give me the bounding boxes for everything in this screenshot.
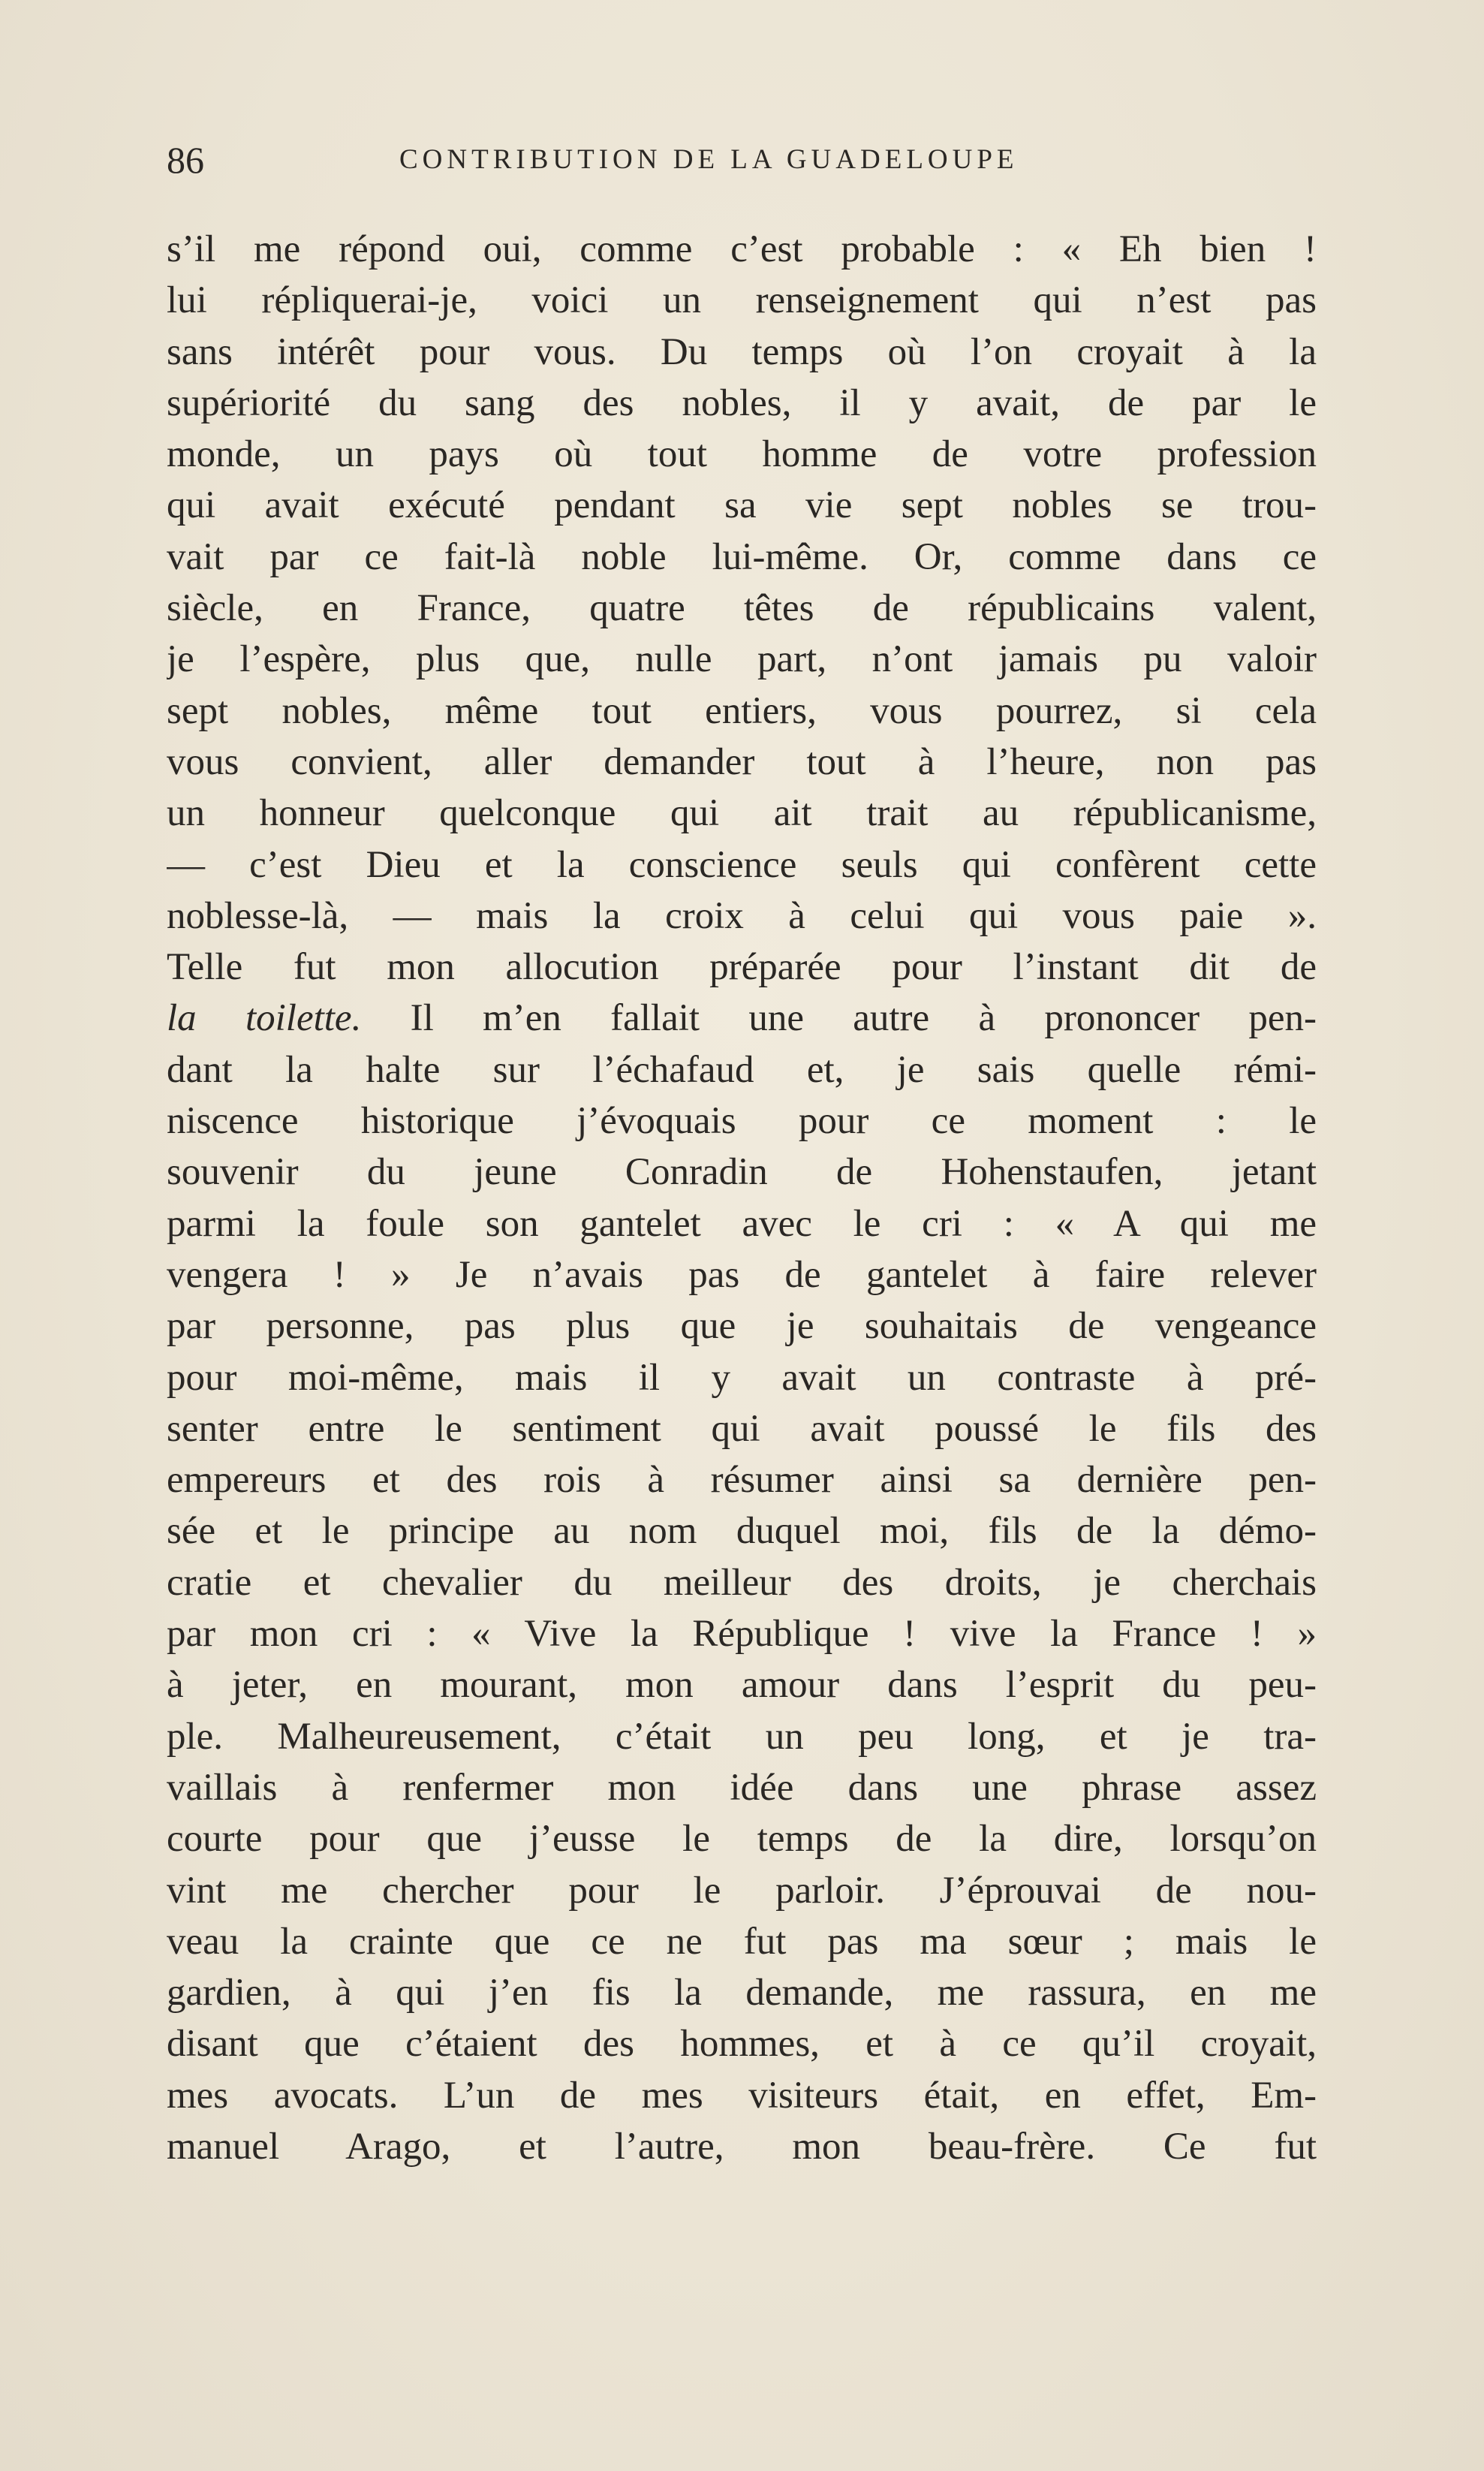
- text-line: empereurs et des rois à résumer ainsi sa dernière pen-: [167, 1459, 1317, 1502]
- text-line: vous convient, aller demander tout à l’heure, non pas: [167, 740, 1317, 783]
- text-line: gardien, à qui j’en fis la demande, me rassura, en me: [167, 1972, 1317, 2014]
- page-number: 86: [167, 139, 204, 181]
- text-line: sept nobles, même tout entiers, vous pourrez, si cela: [167, 689, 1317, 732]
- text-line: manuel Arago, et l’autre, mon beau-frère. Ce fut: [167, 2125, 1317, 2168]
- text-line: disant que c’étaient des hommes, et à ce qu’il croyait,: [167, 2023, 1317, 2066]
- text-line: souvenir du jeune Conradin de Hohenstaufen, jetant: [167, 1151, 1317, 1194]
- text-line: vint me chercher pour le parloir. J’éprouvai de nou-: [167, 1869, 1317, 1912]
- text-line: supériorité du sang des nobles, il y avait, de par le: [167, 381, 1317, 424]
- text-line: par personne, pas plus que je souhaitais de vengeance: [167, 1305, 1317, 1348]
- italic-phrase: la toilette.: [167, 997, 362, 1040]
- text-line: sans intérêt pour vous. Du temps où l’on croyait à la: [167, 330, 1317, 373]
- text-line: vengera ! » Je n’avais pas de gantelet à faire relever: [167, 1253, 1317, 1296]
- text-line-rest: Il m’en fallait une autre à prononcer pen-: [361, 997, 1317, 1040]
- text-line: mes avocats. L’un de mes visiteurs était, en effet, Em-: [167, 2074, 1317, 2117]
- page-header: [167, 134, 1317, 186]
- text-line: un honneur quelconque qui ait trait au républicanisme,: [167, 792, 1317, 835]
- text-line: Telle fut mon allocution préparée pour l’instant dit de: [167, 946, 1317, 989]
- text-line: sée et le principe au nom duquel moi, fils de la démo-: [167, 1510, 1317, 1553]
- text-line: pour moi-même, mais il y avait un contraste à pré-: [167, 1356, 1317, 1399]
- running-title: CONTRIBUTION DE LA GUADELOUPE: [399, 144, 1019, 175]
- text-line: vait par ce fait-là noble lui-même. Or, comme dans ce: [167, 535, 1317, 578]
- text-line: courte pour que j’eusse le temps de la dire, lorsqu’on: [167, 1818, 1317, 1861]
- text-line: à jeter, en mourant, mon amour dans l’esprit du peu-: [167, 1664, 1317, 1707]
- text-line: — c’est Dieu et la conscience seuls qui confèrent cette: [167, 843, 1317, 886]
- text-line: s’il me répond oui, comme c’est probable : « Eh bien !: [167, 228, 1317, 270]
- text-line: cratie et chevalier du meilleur des droits, je cherchais: [167, 1561, 1317, 1604]
- text-line: je l’espère, plus que, nulle part, n’ont jamais pu valoir: [167, 638, 1317, 681]
- text-line: parmi la foule son gantelet avec le cri : « A qui me: [167, 1202, 1317, 1245]
- text-line: lui répliquerai-je, voici un renseignement qui n’est pas: [167, 279, 1317, 322]
- text-line: vaillais à renfermer mon idée dans une phrase assez: [167, 1766, 1317, 1809]
- body-text: [167, 224, 1317, 2172]
- text-line: senter entre le sentiment qui avait poussé le fils des: [167, 1407, 1317, 1450]
- text-line: noblesse-là, — mais la croix à celui qui vous paie ».: [167, 894, 1317, 937]
- text-line: dant la halte sur l’échafaud et, je sais quelle rémi-: [167, 1048, 1317, 1091]
- text-line: veau la crainte que ce ne fut pas ma sœur ; mais le: [167, 1920, 1317, 1963]
- text-line: monde, un pays où tout homme de votre profession: [167, 433, 1317, 476]
- text-line: par mon cri : « Vive la République ! vive la France ! »: [167, 1613, 1317, 1656]
- text-line: ple. Malheureusement, c’était un peu long, et je tra-: [167, 1715, 1317, 1758]
- text-line: niscence historique j’évoquais pour ce moment : le: [167, 1100, 1317, 1143]
- text-line: qui avait exécuté pendant sa vie sept nobles se trou-: [167, 484, 1317, 527]
- text-line-mixed: [167, 993, 1317, 1044]
- text-line: siècle, en France, quatre têtes de républicains valent,: [167, 587, 1317, 630]
